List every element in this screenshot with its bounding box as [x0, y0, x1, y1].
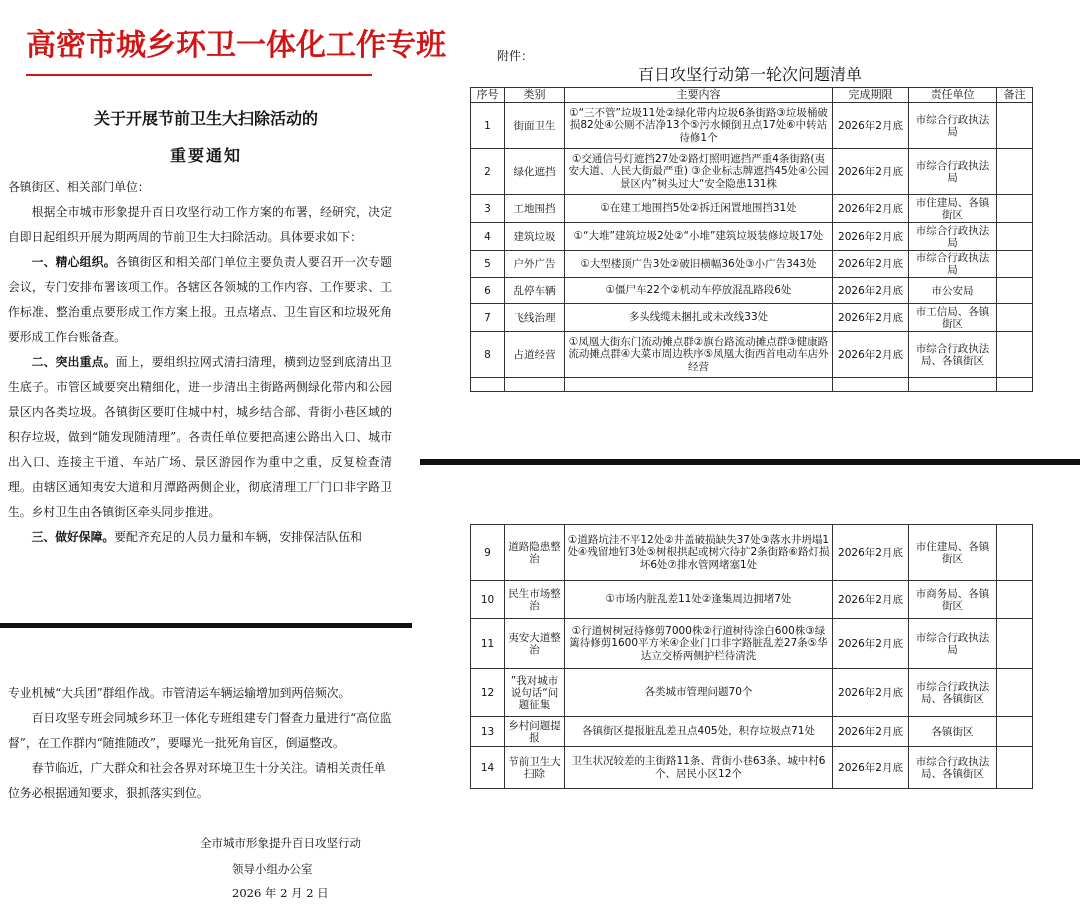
cell-unit: 市住建局、各镇街区: [909, 195, 997, 223]
red-header-rule: [26, 74, 372, 76]
cell-category: 乱停车辆: [505, 278, 565, 304]
cell-content: 各类城市管理问题70个: [565, 669, 833, 717]
cell-note: [997, 619, 1033, 669]
issue-table-part1: [470, 87, 1033, 392]
notice-body-bottom: [8, 681, 392, 806]
cell-category: 绿化遮挡: [505, 149, 565, 195]
cell-no: 2: [471, 149, 505, 195]
cell-deadline: 2026年2月底: [833, 747, 909, 789]
cell-content: ①道路坑洼不平12处②井盖破损缺失37处③落水井坍塌1处④残留地钉3处⑤树根拱起或树穴待扩2条街路⑥路灯损坏6处⑦排水管网堵塞1处: [565, 525, 833, 581]
cell-content: ①交通信号灯遮挡27处②路灯照明遮挡严重4条街路(夷安大道、人民大街最严重) ③企业标志牌遮挡45处④公园景区内”树头过大“安全隐患131株: [565, 149, 833, 195]
continued-line: 专业机械“大兵团”群组作战。市管清运车辆运输增加到两倍频次。: [8, 686, 351, 700]
cell-deadline: 2026年2月底: [833, 669, 909, 717]
notice-page: [0, 0, 446, 905]
item1-paragraph: [8, 250, 392, 350]
cell-category: 夷安大道整治: [505, 619, 565, 669]
empty-cell: [833, 378, 909, 392]
cell-no: 12: [471, 669, 505, 717]
table-row: [471, 195, 1033, 223]
cell-note: [997, 103, 1033, 149]
table-row: [471, 717, 1033, 747]
salutation: [8, 175, 392, 200]
cell-deadline: 2026年2月底: [833, 304, 909, 332]
cell-category: 街面卫生: [505, 103, 565, 149]
cell-note: [997, 223, 1033, 251]
notice-title-line1: 关于开展节前卫生大扫除活动的: [93, 109, 318, 128]
cell-unit: 市综合行政执法局: [909, 251, 997, 278]
table-row: [471, 304, 1033, 332]
page-break-bar-right: [420, 459, 1080, 465]
cell-category: 节前卫生大扫除: [505, 747, 565, 789]
cell-category: 户外广告: [505, 251, 565, 278]
table-row: [471, 149, 1033, 195]
cell-content: 各镇街区提报脏乱差丑点405处，积存垃圾点71处: [565, 717, 833, 747]
cell-content: ①在建工地围挡5处②拆迁闲置地围挡31处: [565, 195, 833, 223]
cell-unit: 各镇街区: [909, 717, 997, 747]
table-row: [471, 747, 1033, 789]
cell-category: 占道经营: [505, 332, 565, 378]
item1-heading: 一、精心组织。: [31, 255, 116, 269]
empty-cell: [471, 378, 505, 392]
cell-deadline: 2026年2月底: [833, 619, 909, 669]
cell-no: 5: [471, 251, 505, 278]
item3-heading: 三、做好保障。: [31, 530, 115, 544]
cell-unit: 市综合行政执法局、各镇街区: [909, 669, 997, 717]
cell-unit: 市综合行政执法局、各镇街区: [909, 747, 997, 789]
header-note: 备注: [997, 88, 1033, 103]
cell-unit: 市商务局、各镇街区: [909, 581, 997, 619]
empty-table-row: [471, 378, 1033, 392]
cell-deadline: 2026年2月底: [833, 149, 909, 195]
table-row: [471, 278, 1033, 304]
header-deadline: 完成期限: [833, 88, 909, 103]
empty-cell: [997, 378, 1033, 392]
cell-content: ①“大堆”建筑垃圾2处②“小堆”建筑垃圾装修垃圾17处: [565, 223, 833, 251]
org-red-header: 高密市城乡环卫一体化工作专班: [26, 28, 446, 63]
table-row: [471, 581, 1033, 619]
cell-category: 乡村问题提报: [505, 717, 565, 747]
cell-content: 多头线缆未捆扎或未改线33处: [565, 304, 833, 332]
header-content: 主要内容: [565, 88, 833, 103]
cell-deadline: 2026年2月底: [833, 195, 909, 223]
attachment-title: 百日攻坚行动第一轮次问题清单: [637, 65, 862, 84]
cell-deadline: 2026年2月底: [833, 581, 909, 619]
cell-no: 10: [471, 581, 505, 619]
table-row: [471, 223, 1033, 251]
cell-category: 建筑垃圾: [505, 223, 565, 251]
cell-note: [997, 747, 1033, 789]
cell-unit: 市综合行政执法局: [909, 223, 997, 251]
signoff-office: 领导小组办公室: [232, 862, 313, 876]
cell-content: 卫生状况较差的主街路11条、背街小巷63条、城中村6个、居民小区12个: [565, 747, 833, 789]
attachment-label: 附件：: [497, 49, 534, 63]
cell-note: [997, 669, 1033, 717]
table-header-row: [471, 88, 1033, 103]
salutation-text: 各镇街区、相关部门单位：: [8, 180, 150, 194]
notice-body-top: [8, 200, 392, 550]
cell-note: [997, 304, 1033, 332]
cell-category: 民生市场整治: [505, 581, 565, 619]
cell-no: 3: [471, 195, 505, 223]
cell-note: [997, 195, 1033, 223]
cell-deadline: 2026年2月底: [833, 251, 909, 278]
cell-unit: 市住建局、各镇街区: [909, 525, 997, 581]
cell-content: ①“三不管”垃圾11处②绿化带内垃圾6条街路③垃圾桶破损82处④公厕不洁净13个⑤污水倾倒丑点17处⑥中转站待修1个: [565, 103, 833, 149]
cell-deadline: 2026年2月底: [833, 525, 909, 581]
cell-content: ①行道树树冠待修剪7000株②行道树待涂白600株③绿篱待修剪1600平方米④企业门口非字路脏乱差27条⑤华达立交桥两侧护栏待清洗: [565, 619, 833, 669]
cell-deadline: 2026年2月底: [833, 717, 909, 747]
cell-no: 6: [471, 278, 505, 304]
item1-body: 各镇街区和相关部门单位主要负责人要召开一次专题会议，专门安排布署该项工作。各辖区各领城的工作内容、工作要求、工作标准、整治重点要形成工作方案上报。丑点堵点、卫生盲区和垃圾死角要形成工作台账备查。: [8, 255, 392, 344]
issue-table-part2: [470, 524, 1033, 789]
cell-note: [997, 581, 1033, 619]
cell-unit: 市综合行政执法局: [909, 149, 997, 195]
cell-category: 工地围挡: [505, 195, 565, 223]
cell-no: 11: [471, 619, 505, 669]
closing-paragraph: 春节临近，广大群众和社会各界对环境卫生十分关注。请相关责任单位务必根据通知要求，狠抓落实到位。: [8, 761, 386, 800]
header-category: 类别: [505, 88, 565, 103]
cell-deadline: 2026年2月底: [833, 278, 909, 304]
item3-paragraph: [8, 525, 392, 550]
header-unit: 责任单位: [909, 88, 997, 103]
cell-note: [997, 251, 1033, 278]
intro-paragraph: 根据全市城市形象提升百日攻坚行动工作方案的布署，经研究，决定自即日起组织开展为期两周的节前卫生大扫除活动。具体要求如下：: [8, 205, 392, 244]
item3-body: 要配齐充足的人员力量和车辆，安排保洁队伍和: [114, 530, 362, 544]
notice-title-line2: 重要通知: [169, 146, 242, 165]
cell-content: ①凤凰大街东门流动摊点群②旗台路流动摊点群③健康路流动摊点群④大菜市周边秩序⑤凤凰大街西首电动车店外经营: [565, 332, 833, 378]
empty-cell: [505, 378, 565, 392]
cell-note: [997, 149, 1033, 195]
cell-unit: 市公安局: [909, 278, 997, 304]
table-row: [471, 619, 1033, 669]
table-row: [471, 669, 1033, 717]
cell-unit: 市综合行政执法局: [909, 103, 997, 149]
table-row: [471, 103, 1033, 149]
signoff-date: 2026 年 2 月 2 日: [232, 886, 329, 900]
cell-no: 7: [471, 304, 505, 332]
supervision-paragraph: 百日攻坚专班会同城乡环卫一体化专班组建专门督查力量进行“高位监督”，在工作群内“随推随改”，要曝光一批死角盲区，倒逼整改。: [8, 711, 392, 750]
header-no: 序号: [471, 88, 505, 103]
cell-no: 4: [471, 223, 505, 251]
table-row: [471, 332, 1033, 378]
cell-no: 13: [471, 717, 505, 747]
table-row: [471, 251, 1033, 278]
cell-no: 14: [471, 747, 505, 789]
item2-body: 面上，要组织拉网式清扫清理，横到边竖到底清出卫生底子。市管区域要突出精细化，进一步清出主街路两侧绿化带内和公园景区内各类垃圾。各镇街区要盯住城中村，城乡结合部、背街小巷区域的积存垃圾，做到“随发现随清理”。各责任单位要把高速公路出入口、城市出入口、连接主干道、车站广场、景区游园作为重中之重，反复检查清理。由辖区通知夷安大道和月潭路两侧企业，彻底清理工厂门口非字路卫生。乡村卫生由各镇街区牵头同步推进。: [8, 355, 392, 519]
cell-no: 9: [471, 525, 505, 581]
cell-note: [997, 717, 1033, 747]
cell-deadline: 2026年2月底: [833, 223, 909, 251]
cell-no: 1: [471, 103, 505, 149]
item2-paragraph: [8, 350, 392, 525]
item2-heading: 二、突出重点。: [31, 355, 116, 369]
cell-deadline: 2026年2月底: [833, 332, 909, 378]
cell-content: ①僵尸车22个②机动车停放混乱路段6处: [565, 278, 833, 304]
page-break-bar-left: [0, 623, 412, 628]
cell-category: 飞线治理: [505, 304, 565, 332]
cell-no: 8: [471, 332, 505, 378]
cell-content: ①大型楼顶广告3处②破旧横幅36处③小广告343处: [565, 251, 833, 278]
cell-content: ①市场内脏乱差11处②逢集周边拥堵7处: [565, 581, 833, 619]
cell-category: 道路隐患整治: [505, 525, 565, 581]
cell-note: [997, 278, 1033, 304]
cell-unit: 市综合行政执法局: [909, 619, 997, 669]
table-row: [471, 525, 1033, 581]
cell-unit: 市工信局、各镇街区: [909, 304, 997, 332]
signoff-org: 全市城市形象提升百日攻坚行动: [200, 836, 361, 850]
cell-note: [997, 332, 1033, 378]
cell-deadline: 2026年2月底: [833, 103, 909, 149]
empty-cell: [909, 378, 997, 392]
empty-cell: [565, 378, 833, 392]
cell-category: ”我对城市说句话“问题征集: [505, 669, 565, 717]
cell-unit: 市综合行政执法局、各镇街区: [909, 332, 997, 378]
cell-note: [997, 525, 1033, 581]
